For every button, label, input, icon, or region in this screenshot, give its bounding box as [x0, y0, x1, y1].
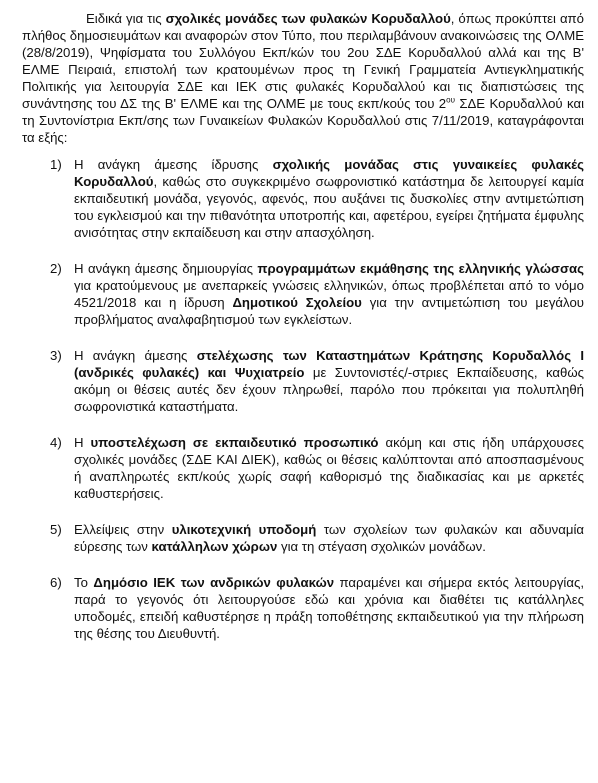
list-item-number: 2): [50, 261, 62, 276]
list-item-bold: προγραμμάτων εκμάθησης της ελληνικής γλώσσας: [257, 261, 584, 276]
intro-paragraph: [16, 10, 584, 146]
list-item: [16, 434, 584, 502]
list-item-text: , καθώς στο συγκεκριμένο σωφρονιστικό κατάστημα δε λειτουργεί καμία εκπαιδευτική μονάδα, γεγονός, αφενός, που αυξάνει τις δυσκολίες στην αντιμετώπιση του εγκλεισμού και την πιθανότητα υποτροπής και, αφετέρου, εγείρει ζητήματα έμφυλης ανισότητας στην εκπαίδευση και στην απασχόληση.: [74, 174, 584, 240]
list-item: [16, 260, 584, 328]
list-item-text: Η ανάγκη άμεσης δημιουργίας: [74, 261, 258, 276]
list-item-bold: Δημόσιο ΙΕΚ των ανδρικών φυλακών: [93, 575, 335, 590]
list-item: [16, 521, 584, 555]
list-item-bold: Δημοτικού Σχολείου: [232, 295, 362, 310]
list-item-bold: υποστελέχωση σε εκπαιδευτικό προσωπικό: [90, 435, 379, 450]
list-item-text: Ελλείψεις στην: [74, 522, 172, 537]
list-item-text: παραμένει και σήμερα εκτός λειτουργίας, παρά το γεγονός ότι λειτουργούσε εδώ και χρόνια και διαθέτει τις κατάλληλες υποδομές, επειδή καθυστέρησε η πράξη τοποθέτησης εκπαιδευτικού για την πλήρωση της θέσης του Διευθυντή.: [74, 575, 584, 641]
list-item-text: Η: [74, 435, 91, 450]
list-item-number: 3): [50, 348, 62, 363]
list-item-text: με Συντονιστές/-στριες Εκπαίδευσης, καθώς ακόμη οι θέσεις αυτές δεν έχουν πληρωθεί, παρόλο που πρόκειται για πολυπληθή σωφρονιστικά καταστήματα.: [74, 365, 584, 414]
intro-text-2: , όπως προκύπτει από πλήθος δημοσιευμάτων και αναφορών στον Τύπο, που περιλαμβάνουν ανακοινώσεις της ΟΛΜΕ (28/8/2019), Ψηφίσματα του Συλλόγου Εκπ/κών του 2ου ΣΔΕ Κορυδαλλού αλλά και της Β' ΕΛΜΕ Πειραιά, επιστολή των κρατουμένων προς τη Γενική Γραμματεία Αντιεγκληματικής Πολιτικής για λειτουργία ΣΔΕ και ΙΕΚ στις φυλακές Κορυδαλλού και τις διαπιστώσεις της συνάντησης του ΔΣ της Β' ΕΛΜΕ και της ΟΛΜΕ με τους εκπ/κούς του 2: [22, 11, 584, 111]
list-item-text: για την αντιμετώπιση του μεγάλου προβλήματος αναλφαβητισμού των εγκλείστων.: [74, 295, 584, 327]
list-item-text: Το: [74, 575, 94, 590]
list-item-text: για κρατούμενους με ανεπαρκείς γνώσεις ελληνικών, όπως προβλέπεται από το νόμο 4521/2018 και η ίδρυση: [74, 278, 584, 310]
issues-list: [16, 156, 584, 642]
intro-text-1: Ειδικά για τις: [86, 11, 166, 26]
list-item-bold: υλικοτεχνική υποδομή: [171, 522, 317, 537]
list-item-text: Η ανάγκη άμεσης ίδρυσης: [74, 157, 273, 172]
list-item-text: ακόμη και στις ήδη υπάρχουσες σχολικές μονάδες (ΣΔΕ ΚΑΙ ΔΙΕΚ), καθώς οι θέσεις καλύπτονται από αποσπασμένους ή αναπληρωτές εκπ/κούς χωρίς σαφή καθορισμό της διαδικασίας και με αρκετές καθυστερήσεις.: [74, 435, 584, 501]
intro-superscript: ου: [446, 95, 455, 105]
list-item-text: Η ανάγκη άμεσης: [74, 348, 197, 363]
list-item: [16, 574, 584, 642]
list-item-text: των σχολείων των φυλακών και αδυναμία εύρεσης των: [74, 522, 585, 554]
intro-bold-1: σχολικές μονάδες των φυλακών Κορυδαλλού: [165, 11, 451, 26]
list-item-number: 5): [50, 522, 62, 537]
list-item-bold: στελέχωσης των Καταστημάτων Κράτησης Κορυδαλλός Ι (ανδρικές φυλακές) και Ψυχιατρείο: [74, 348, 584, 380]
list-item-bold: κατάλληλων χώρων: [151, 539, 278, 554]
list-item: [16, 347, 584, 415]
list-item-number: 6): [50, 575, 62, 590]
list-item: [16, 156, 584, 241]
list-item-number: 1): [50, 157, 62, 172]
intro-text-3: ΣΔΕ Κορυδαλλού και τη Συντονίστρια Εκπ/σης των Γυναικείων Φυλακών Κορυδαλλού στις 7/11/2019, καταγράφονται τα εξής:: [22, 96, 585, 145]
list-item-number: 4): [50, 435, 62, 450]
list-item-bold: σχολικής μονάδας στις γυναικείες φυλακές Κορυδαλλού: [74, 157, 584, 189]
list-item-text: για τη στέγαση σχολικών μονάδων.: [277, 539, 486, 554]
